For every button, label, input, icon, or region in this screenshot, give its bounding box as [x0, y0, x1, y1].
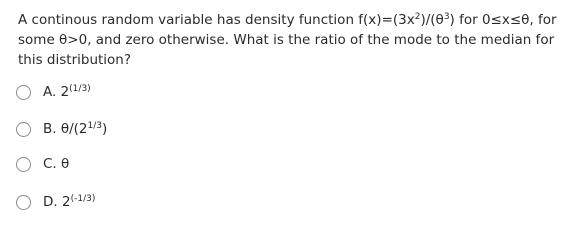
radio-button[interactable] [16, 157, 31, 172]
radio-button[interactable] [16, 195, 31, 210]
option-label-main: D. 2 [43, 194, 71, 210]
option-label [43, 82, 91, 102]
question-superscript: 2 [414, 12, 421, 22]
question-text-part: A continous random variable has density function f(x)=(3x [18, 12, 415, 28]
option-label-main: A. 2 [43, 84, 70, 100]
option-label [43, 154, 69, 174]
question-text [18, 10, 574, 70]
option-label-main: B. θ/(2 [43, 121, 88, 137]
option-d[interactable] [16, 190, 95, 214]
option-superscript: (1/3) [69, 84, 91, 94]
question-text-part: )/(θ [420, 12, 444, 28]
option-a[interactable] [16, 80, 91, 104]
option-superscript: 1/3 [87, 121, 102, 131]
option-label [43, 119, 107, 139]
question-text-part: ) for 0≤x≤θ, for some θ>0, and zero otherwise. What is the ratio of the mode to the median for this distribution? [18, 12, 557, 68]
question-superscript: 3 [443, 12, 450, 22]
option-superscript: (-1/3) [70, 194, 96, 204]
radio-button[interactable] [16, 122, 31, 137]
option-label-main: C. θ [43, 156, 70, 172]
radio-button[interactable] [16, 85, 31, 100]
option-label [43, 192, 95, 212]
option-label-after: ) [102, 121, 108, 137]
option-b[interactable] [16, 117, 107, 141]
option-c[interactable] [16, 152, 69, 176]
